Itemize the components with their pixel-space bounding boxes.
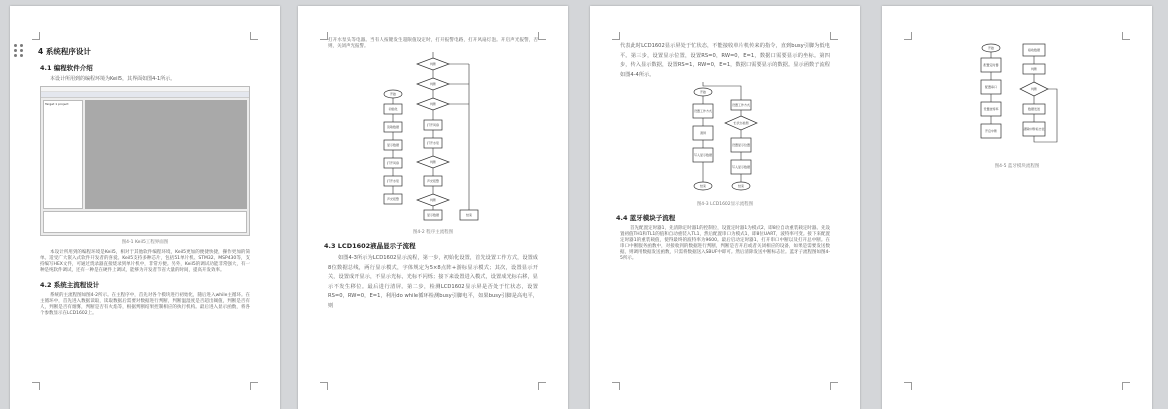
bluetooth-flowchart bbox=[969, 42, 1065, 160]
crop-mark bbox=[320, 32, 328, 40]
crop-mark bbox=[830, 382, 838, 390]
figure-4-1-caption: 图4-1 Keil5工程界面图 bbox=[121, 239, 169, 245]
flow-read-label: 读取数据 bbox=[386, 125, 400, 129]
intro-paragraph: 本设计所用到的编程环境为Keil5，其界面如图4-1所示。 bbox=[50, 76, 176, 82]
bt-flow-start-label: 开始 bbox=[987, 46, 995, 50]
document-page-4 bbox=[882, 6, 1152, 409]
lcd-flowchart bbox=[675, 80, 775, 198]
crop-mark bbox=[612, 382, 620, 390]
flow-decision-4-label: 判断 bbox=[429, 160, 437, 164]
lcd-paragraph: 如图4-3所示为LCD1602显示流程，第一步，初始化设置，首先设置工作方式，设置成8位数据总线，两行显示模式，字体规定为5×8点阵+游标显示模式；其次，设置显示开关，设置成开显示，不显示光标，光标不闪烁；接下来设置进入模式，设置成光标右移，显示不发生移位。最后进行清屏。第二步，检测LCD1602显示屏是否处于忙状态，设置RS=0，RW=0，E=1，利用do while循环检测busy引脚电平，如果busy引脚是高电平，则 bbox=[328, 255, 538, 309]
heading-4-1: 4.1 编程软件介绍 bbox=[40, 64, 93, 72]
lcd-flow-write2-label: 写入显示数据 bbox=[731, 165, 751, 170]
document-page-2 bbox=[298, 6, 568, 409]
flow-box-c-label: 声光报警 bbox=[426, 179, 440, 183]
bt-flow-clear-flag-label: 清除中断标志位 bbox=[1023, 127, 1045, 131]
flow-pump-label: 打开水泵 bbox=[386, 179, 400, 183]
crop-mark bbox=[32, 32, 40, 40]
flow-end-label: 结束 bbox=[465, 213, 473, 217]
crop-mark bbox=[320, 382, 328, 390]
keil-paragraph: 本设计所用到的编程环境是Keil5，相对于其他软件编程环境，Keil5更加的便捷快捷，操作更加的简单。适受广大嵌入式软件开发者的喜爱。Keil5支持多种芯片，包括51单片机、STM32、MSP430等，支持编写HEX文件，可通过烧录器直接烧录到单片机中，非常方便。另外，Keil5的调试功能非常强大，有一种是纯软件调试，还有一种是在硬件上调试，能够为开发者节省大量的时间，提高开发效率。 bbox=[40, 249, 250, 273]
figure-4-5-caption: 图4-5 蓝牙模块流程图 bbox=[994, 164, 1040, 169]
flow-fan-label: 打开风扇 bbox=[386, 161, 400, 165]
bt-flow-timer-label: 配置定时器 bbox=[983, 63, 999, 67]
crop-mark bbox=[538, 382, 546, 390]
bt-flow-box-2-label: 判断 bbox=[1030, 67, 1038, 71]
heading-4-2: 4.2 系统主流程设计 bbox=[40, 280, 100, 289]
crop-mark bbox=[250, 32, 258, 40]
bt-flow-uart-label: 配置串口 bbox=[984, 85, 998, 89]
crop-mark bbox=[1122, 382, 1130, 390]
flow-decision-2-label: 判断 bbox=[429, 82, 437, 86]
lcd-flow-setup-label: 设置工作方式 bbox=[693, 109, 713, 114]
document-page-1 bbox=[10, 6, 280, 409]
figure-4-2-caption: 图4-2 程序主流程图 bbox=[412, 230, 454, 235]
ide-project-panel: Target 1 project bbox=[43, 100, 83, 209]
bt-flow-open-irq-label: 开启中断 bbox=[984, 129, 998, 133]
crop-mark bbox=[830, 32, 838, 40]
crop-mark bbox=[250, 382, 258, 390]
lcd-flow-pos-label: 设置显示位置 bbox=[731, 143, 751, 148]
flow-decision-3-label: 判断 bbox=[429, 102, 437, 106]
drag-handle-icon[interactable] bbox=[14, 44, 28, 58]
main-flow-paragraph: 系统的主流程图如图4-2所示。在主程序中，首先对各个模块进行初始化，随后进入while主循环。在主循环中，首先进入数据读取，读取数据后需要对数据进行判断，判断温湿度是否超出阈值，判断是否有人，判断是否有烟雾，判断是否有火焰等，根据判断结果控制相应的执行机构。最后进入显示函数，将各个参数显示在LCD1602上。 bbox=[40, 292, 250, 316]
heading-chapter-4: 4 系统程序设计 bbox=[38, 47, 91, 56]
lcd-flow-start-label: 开始 bbox=[699, 90, 707, 95]
busy-paragraph: 代表此时LCD1602显示屏处于忙状态，不能接收单片机传来的指令，直到busy引脚为低电平。第三步，设置显示位置，设置RS=0，RW=0，E=1，数据口需要显示的坐标。第四步，传入显示数据，设置RS=1，RW=0，E=1，数据口需要显示的数据。显示函数子流程如图4-4所示。 bbox=[620, 43, 830, 78]
heading-4-3: 4.3 LCD1602液晶显示子流程 bbox=[324, 242, 416, 250]
flow-start-label: 开始 bbox=[389, 92, 397, 96]
bt-flow-rx-label: 接收数据 bbox=[1027, 48, 1041, 52]
bluetooth-paragraph: 首先配置定时器1，先清除定时器1的控制位，设置定时器1为模式2，即8位自动重装载定时器。先设置初值TH1和TL1的值和自动重装入TL1，然后配置串口为模式1，即8位UART，波特率可变。接下来配置定时器1的重装载值，使得最终的波特率为9600。最后启动定时器1，打开串口中断以及打开总中断。在串口中断服务函数中，对接收到的数据进行判断，判断是否开启或者关闭相应的设备，如果是需要发送数据，则调用数据发送函数，只需将数据送入SBUF中即可。然后清除发送中断标志位。蓝牙子流程图如图4-5所示。 bbox=[620, 226, 830, 262]
keil5-screenshot bbox=[40, 86, 250, 236]
lcd-flow-end-label: 结束 bbox=[737, 184, 745, 189]
flow-decision-1-label: 判断 bbox=[429, 62, 437, 66]
page2-top-paragraph: 打开水泵头等电器。当有人按键发生超限值设定时，打开报警电路，打开风扇灯泡。开启声光报警，否则，关闭声光报警。 bbox=[328, 38, 538, 49]
crop-mark bbox=[612, 32, 620, 40]
bt-flow-decision-label: 判断 bbox=[1030, 87, 1038, 91]
flow-decision-5-label: 判断 bbox=[429, 198, 437, 202]
lcd-flow-busy-label: 忙状态检测 bbox=[733, 121, 749, 126]
flow-box-b-label: 打开水泵 bbox=[426, 141, 440, 145]
lcd-flow-end-left-label: 结束 bbox=[699, 184, 707, 189]
lcd-flow-box-label: 设置工作方式 bbox=[731, 103, 751, 108]
flow-display-label: 显示数据 bbox=[386, 143, 400, 147]
flow-alarm-label: 声光报警 bbox=[386, 197, 400, 201]
heading-4-4: 4.4 蓝牙模块子流程 bbox=[616, 214, 676, 223]
crop-mark bbox=[904, 382, 912, 390]
bt-flow-send-label: 数据发送 bbox=[1027, 107, 1041, 111]
bt-flow-baud-label: 设置波特率 bbox=[983, 107, 999, 111]
flow-display-box-label: 显示数据 bbox=[426, 213, 440, 217]
crop-mark bbox=[904, 32, 912, 40]
flow-box-a-label: 打开风扇 bbox=[426, 123, 440, 127]
crop-mark bbox=[538, 32, 546, 40]
lcd-flow-clear-label: 清屏 bbox=[699, 131, 707, 136]
flow-init-label: 初始化 bbox=[388, 107, 398, 111]
crop-mark bbox=[1122, 32, 1130, 40]
lcd-flow-write-label: 写入显示数据 bbox=[693, 153, 713, 158]
document-page-3 bbox=[590, 6, 860, 409]
crop-mark bbox=[32, 382, 40, 390]
main-flowchart bbox=[373, 50, 493, 226]
figure-4-3-caption: 图4-3 LCD1602显示流程图 bbox=[696, 202, 754, 208]
